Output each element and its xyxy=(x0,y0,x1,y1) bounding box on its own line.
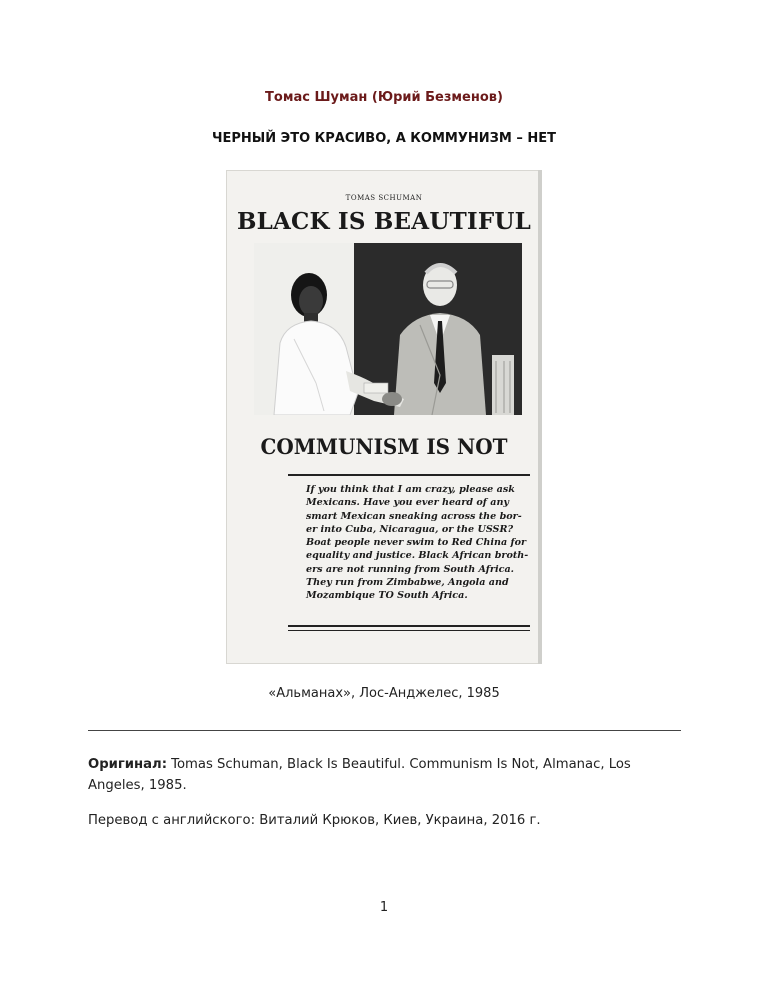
book-cover-image xyxy=(226,170,542,664)
page-number: 1 xyxy=(379,900,389,915)
section-divider xyxy=(88,730,681,731)
cover-quote-line: equality and justice. Black African broth- xyxy=(306,550,529,562)
cover-quote-line: They run from Zimbabwe, Angola and xyxy=(306,577,509,589)
cover-quote-line: Mozambique TO South Africa. xyxy=(306,590,468,602)
cover-author: TOMAS SCHUMAN xyxy=(345,194,423,202)
cover-rule-bottom-thin xyxy=(288,630,530,631)
translation-credit: Перевод с английского: Виталий Крюков, Киев, Украина, 2016 г. xyxy=(88,813,541,828)
cover-title-top: BLACK IS BEAUTIFUL xyxy=(236,208,532,235)
cover-scan-shadow xyxy=(538,170,542,664)
cover-photo-handshake xyxy=(254,243,522,415)
cover-quote xyxy=(306,483,528,603)
document-author: Томас Шуман (Юрий Безменов) xyxy=(265,90,503,105)
cover-quote-line: ers are not running from South Africa. xyxy=(306,563,515,575)
cover-title-bottom: COMMUNISM IS NOT xyxy=(260,434,508,459)
cover-rule-bottom xyxy=(288,625,530,627)
cover-quote-line: Mexicans. Have you ever heard of any xyxy=(306,497,509,509)
document-title: ЧЕРНЫЙ ЭТО КРАСИВО, А КОММУНИЗМ – НЕТ xyxy=(212,131,556,146)
cover-caption: «Альманах», Лос-Анджелес, 1985 xyxy=(268,686,500,701)
cover-quote-line: er into Cuba, Nicaragua, or the USSR? xyxy=(306,523,514,535)
original-text: Tomas Schuman, Black Is Beautiful. Communism Is Not, Almanac, Los Angeles, 1985. xyxy=(88,757,631,793)
original-source xyxy=(88,754,688,796)
cover-quote-line: smart Mexican sneaking across the bor- xyxy=(306,510,522,522)
original-label: Оригинал: xyxy=(88,757,167,772)
cover-rule-top xyxy=(288,474,530,476)
cover-quote-line: Boat people never swim to Red China for xyxy=(306,537,527,549)
cover-quote-line: If you think that I am crazy, please ask xyxy=(306,484,515,495)
